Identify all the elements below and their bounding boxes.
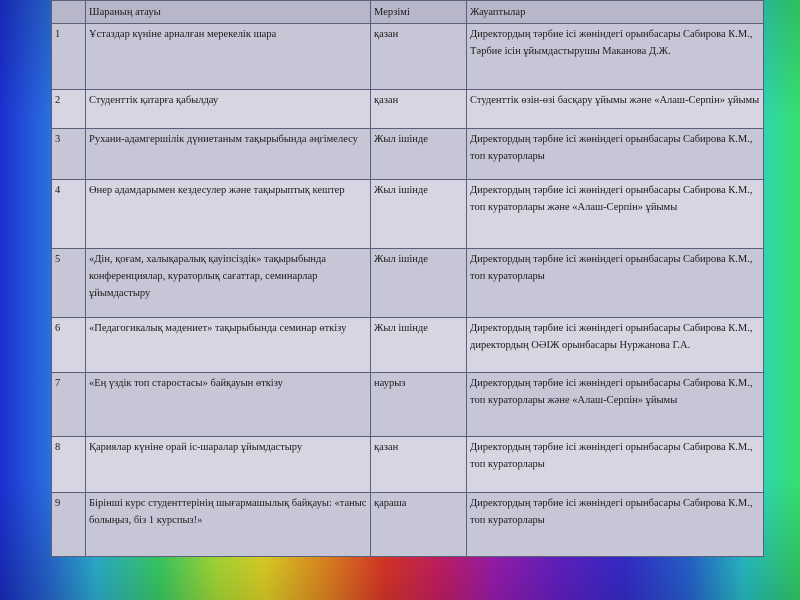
row-number: 5	[52, 249, 86, 318]
table-row	[52, 373, 764, 437]
table-row	[52, 129, 764, 180]
event-name: «Ең үздік топ старостасы» байқауын өткізу	[86, 373, 371, 437]
event-name: Рухани-адамгершілік дүниетаным тақырыбында әңгімелесу	[86, 129, 371, 180]
event-responsible: Директордың тәрбие ісі жөніндегі орынбасары Сабирова К.М., топ кураторлары	[467, 129, 764, 180]
table-row	[52, 90, 764, 129]
event-responsible: Директордың тәрбие ісі жөніндегі орынбасары Сабирова К.М., директордың ОӘІЖ орынбасары Нуржанова Г.А.	[467, 318, 764, 373]
table-row	[52, 437, 764, 493]
row-number: 8	[52, 437, 86, 493]
event-name: Ұстаздар күніне арналған мерекелік шара	[86, 24, 371, 90]
event-date: наурыз	[371, 373, 467, 437]
event-date: Жыл ішінде	[371, 249, 467, 318]
event-date: Жыл ішінде	[371, 180, 467, 249]
row-number: 3	[52, 129, 86, 180]
table-body	[52, 24, 764, 557]
event-responsible: Директордың тәрбие ісі жөніндегі орынбасары Сабирова К.М., топ кураторлары	[467, 437, 764, 493]
event-responsible: Директордың тәрбие ісі жөніндегі орынбасары Сабирова К.М., Тәрбие ісін ұйымдастырушы Маканова Д.Ж.	[467, 24, 764, 90]
row-number: 7	[52, 373, 86, 437]
event-name: «Педагогикалық мәдениет» тақырыбында семинар өткізу	[86, 318, 371, 373]
row-number: 9	[52, 493, 86, 557]
event-date: қазан	[371, 90, 467, 129]
table-row	[52, 24, 764, 90]
event-date: Жыл ішінде	[371, 129, 467, 180]
event-name: Өнер адамдарымен кездесулер және тақырыптық кештер	[86, 180, 371, 249]
event-responsible: Директордың тәрбие ісі жөніндегі орынбасары Сабирова К.М., топ кураторлары және «Алаш-Серпін» ұйымы	[467, 373, 764, 437]
event-responsible: Директордың тәрбие ісі жөніндегі орынбасары Сабирова К.М., топ кураторлары және «Алаш-Серпін» ұйымы	[467, 180, 764, 249]
events-table	[51, 0, 764, 557]
event-date: Жыл ішінде	[371, 318, 467, 373]
header-name: Шараның атауы	[86, 1, 371, 24]
table-row	[52, 180, 764, 249]
row-number: 2	[52, 90, 86, 129]
header-responsible: Жауаптылар	[467, 1, 764, 24]
event-date: қазан	[371, 437, 467, 493]
header-row	[52, 1, 764, 24]
row-number: 4	[52, 180, 86, 249]
row-number: 6	[52, 318, 86, 373]
event-responsible: Директордың тәрбие ісі жөніндегі орынбасары Сабирова К.М., топ кураторлары	[467, 249, 764, 318]
event-name: Бірінші курс студенттерінің шығармашылық байқауы: «таныс болыңыз, біз 1 курспыз!»	[86, 493, 371, 557]
table-row	[52, 249, 764, 318]
event-date: қазан	[371, 24, 467, 90]
event-name: «Дін, қоғам, халықаралық қауіпсіздік» тақырыбында конференциялар, кураторлық сағаттар, семинарлар ұйымдастыру	[86, 249, 371, 318]
header-date: Мерзімі	[371, 1, 467, 24]
table-row	[52, 318, 764, 373]
table-header	[52, 1, 764, 24]
header-number	[52, 1, 86, 24]
event-name: Қариялар күніне орай іс-шаралар ұйымдастыру	[86, 437, 371, 493]
event-date: қараша	[371, 493, 467, 557]
event-responsible: Директордың тәрбие ісі жөніндегі орынбасары Сабирова К.М., топ кураторлары	[467, 493, 764, 557]
event-responsible: Студенттік өзін-өзі басқару ұйымы және «Алаш-Серпін» ұйымы	[467, 90, 764, 129]
event-name: Студенттік қатарға қабылдау	[86, 90, 371, 129]
row-number: 1	[52, 24, 86, 90]
table-row	[52, 493, 764, 557]
